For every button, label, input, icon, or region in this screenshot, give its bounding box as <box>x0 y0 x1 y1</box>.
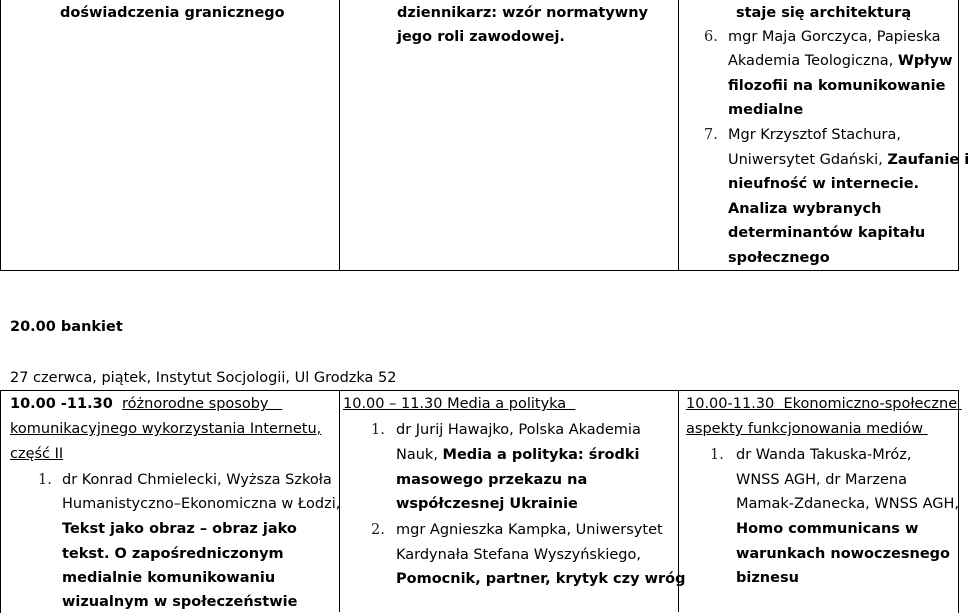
session-title-line: dziennikarz: wzór normatywny <box>397 5 648 21</box>
talk-title: wizualnym w społeczeństwie <box>62 594 298 610</box>
session-time: 10.00-11.30 <box>686 396 775 412</box>
session-title: Media a polityka <box>447 396 567 412</box>
talk-title: Pomocnik, partner, krytyk czy wróg <box>396 571 686 587</box>
list-number: 1. <box>38 472 52 488</box>
talk-title: warunkach nowoczesnego <box>736 546 951 562</box>
list-number: 2. <box>371 522 385 538</box>
speaker-line: mgr Maja Gorczyca, Papieska <box>728 29 941 45</box>
speaker-affiliation: Nauk, Media a polityka: środki <box>396 447 640 463</box>
talk-title: filozofii na komunikowanie <box>728 78 946 94</box>
talk-title: Tekst jako obraz – obraz jako <box>62 521 297 537</box>
session-title: aspekty funkcjonowania mediów <box>686 421 924 437</box>
talk-title: Zaufanie i <box>887 152 969 168</box>
session-time: 10.00 – 11.30 <box>343 396 443 412</box>
speaker-affiliation: WNSS AGH, dr Marzena <box>736 472 907 488</box>
session-title: Ekonomiczno-społeczne <box>783 396 958 412</box>
speaker-affiliation: Uniwersytet Gdański, Zaufanie i <box>728 152 969 168</box>
talk-title: masowego przekazu na <box>396 472 588 488</box>
talk-title: współczesnej Ukrainie <box>396 496 578 512</box>
list-number: 1. <box>710 447 724 463</box>
speaker-affiliation: Akademia Teologiczna, Wpływ <box>728 53 953 69</box>
session-title-continued: doświadczenia granicznego <box>60 5 285 21</box>
talk-title: determinantów kapitału <box>728 225 926 241</box>
session-title-line: jego roli zawodowej. <box>397 29 565 45</box>
speaker-line: dr Wanda Takuska-Mróz, <box>736 447 912 463</box>
column-divider <box>678 0 679 270</box>
speaker-affiliation: Humanistyczno–Ekonomiczna w Łodzi, <box>62 496 341 512</box>
talk-title: Media a polityka: środki <box>442 447 640 463</box>
speaker-affiliation: Kardynała Stefana Wyszyńskiego, <box>396 547 641 563</box>
talk-title-continued: staje się architekturą <box>736 5 912 21</box>
session-title: komunikacyjnego wykorzystania Internetu, <box>10 421 322 437</box>
talk-title: tekst. O zapośredniczonym <box>62 546 284 562</box>
banquet-entry: 20.00 bankiet <box>10 319 123 335</box>
speaker-line: mgr Agnieszka Kampka, Uniwersytet <box>396 522 663 538</box>
column-divider <box>339 0 340 270</box>
talk-title: nieufność w internecie. <box>728 176 920 192</box>
talk-title: Wpływ <box>897 53 953 69</box>
talk-title: Analiza wybranych <box>728 201 882 217</box>
session-header <box>10 394 282 414</box>
list-number: 1. <box>371 422 385 438</box>
talk-title: społecznego <box>728 250 830 266</box>
speaker-line: Mgr Krzysztof Stachura, <box>728 127 901 143</box>
list-number: 6. <box>704 29 718 45</box>
speaker-line: dr Jurij Hawajko, Polska Akademia <box>396 422 641 438</box>
session-header <box>686 394 962 414</box>
session-header <box>343 394 575 414</box>
list-number: 7. <box>704 127 718 143</box>
day-heading: 27 czerwca, piątek, Instytut Socjologii, Ul Grodzka 52 <box>10 370 397 386</box>
speaker-affiliation: Mamak-Zdanecka, WNSS AGH, <box>736 496 960 512</box>
talk-title: biznesu <box>736 570 799 586</box>
talk-title: Homo communicans w <box>736 521 919 537</box>
session-title: różnorodne sposoby <box>122 396 269 412</box>
talk-title: medialnie komunikowaniu <box>62 570 276 586</box>
speaker-line: dr Konrad Chmielecki, Wyższa Szkoła <box>62 472 332 488</box>
session-title: część II <box>10 446 64 462</box>
session-time: 10.00 -11.30 <box>10 396 113 412</box>
talk-title: medialne <box>728 102 804 118</box>
